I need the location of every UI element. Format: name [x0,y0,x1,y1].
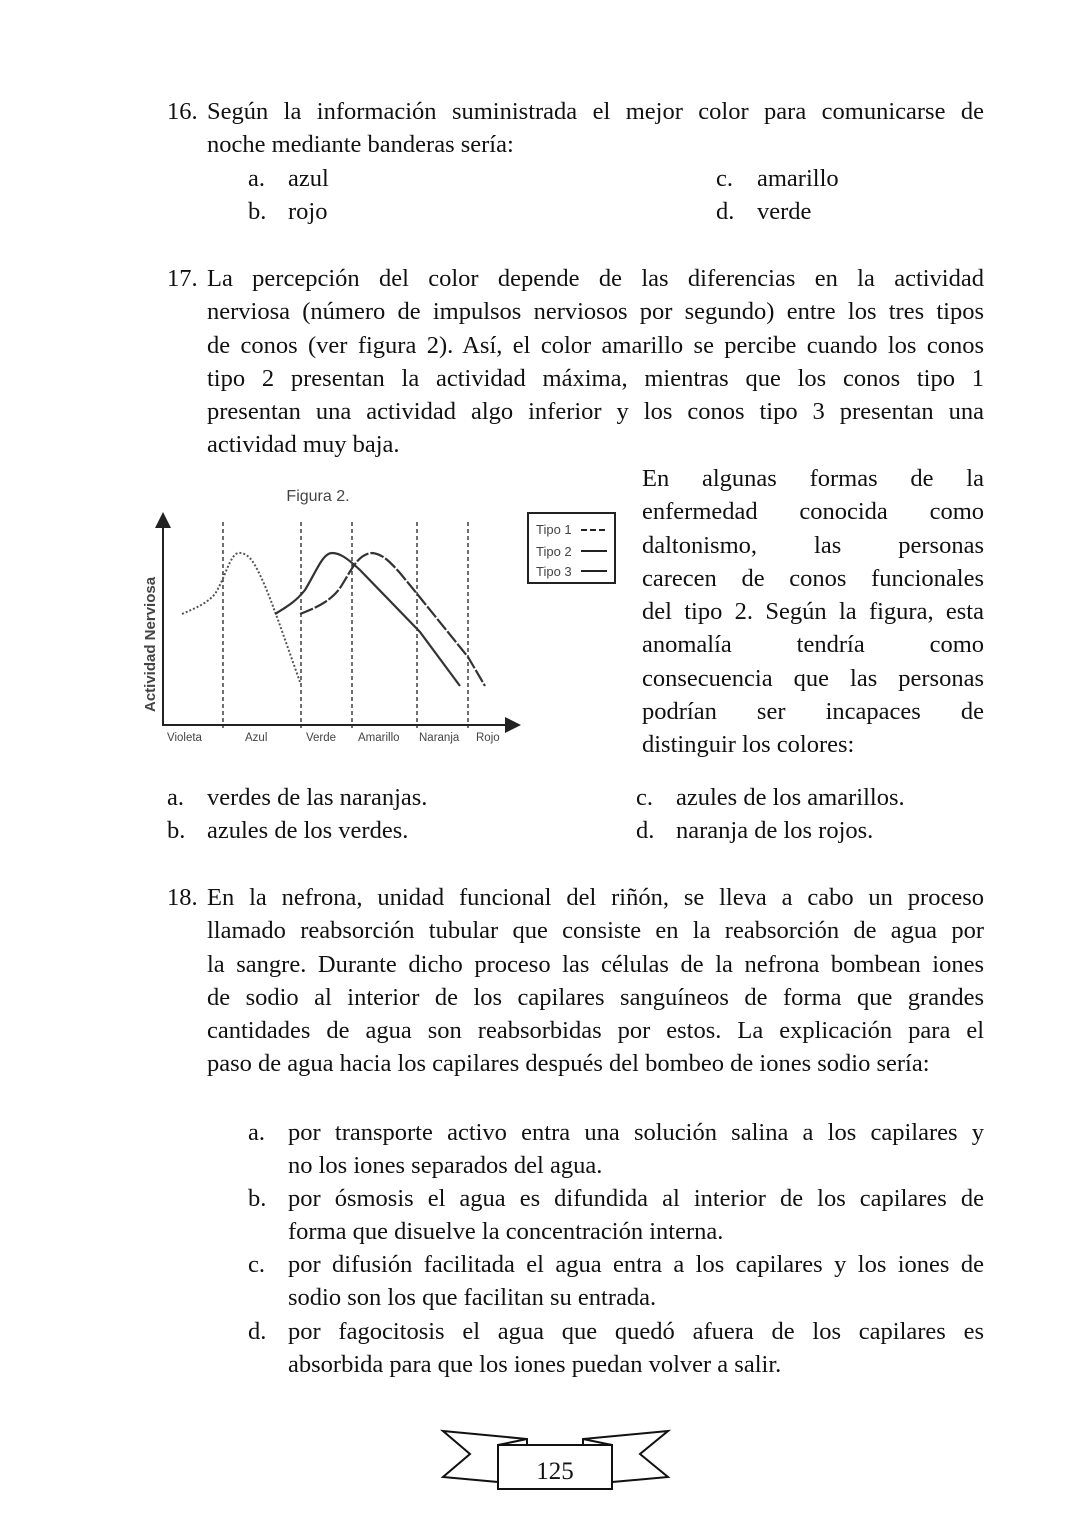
text-line: daltonismo, las personas [642,531,984,559]
curve-tipo-3 [300,553,485,686]
text-line: En algunas formas de la [642,465,984,492]
page-number: 125 [536,1458,574,1485]
x-tick-amarillo: Amarillo [358,732,400,744]
option-letter: c. [716,165,733,192]
question-16-number: 16. [167,98,198,125]
text-line: actividad muy baja. [207,431,400,459]
option-letter: c. [636,784,653,811]
q18-option-a-letter: a. [248,1119,265,1146]
text-line: La percepción del color depende de las diferencias en la actividad [207,265,984,292]
question-17-number: 17. [167,265,198,292]
text-line: absorbida para que los iones puedan volver a salir. [288,1351,782,1379]
x-tick-violeta: Violeta [167,732,202,744]
legend-tipo-1: Tipo 1 [536,522,572,537]
divider-lines [223,522,468,728]
text-line: forma que disuelve la concentración interna. [288,1218,724,1246]
option-text: azules de los amarillos. [676,784,905,811]
text-line: la sangre. Durante dicho proceso las células de la nefrona bombean iones [207,950,984,978]
text-line: sodio son los que facilitan su entrada. [288,1284,657,1312]
legend [528,513,615,583]
option-text: azules de los verdes. [207,817,409,844]
text-line: de sodio al interior de los capilares sanguíneos de forma que grandes [207,983,984,1011]
option-text: rojo [288,198,328,225]
q18-option-d-letter: d. [248,1318,267,1345]
q18-option-a [288,1116,984,1183]
q18-option-b-letter: b. [248,1185,267,1212]
option-letter: b. [248,198,267,225]
y-axis-label: Actividad Nerviosa [142,576,159,712]
text-line: por transporte activo entra una solución salina a los capilares y [288,1119,984,1146]
text-line: distinguir los colores: [642,731,855,759]
option-letter: b. [167,817,186,844]
question-17-text [207,262,984,462]
text-line: de conos (ver figura 2). Así, el color amarillo se percibe cuando los conos [207,331,984,359]
x-tick-rojo: Rojo [476,732,500,744]
text-line: por fagocitosis el agua que quedó afuera de los capilares es [288,1318,984,1345]
text-line: paso de agua hacia los capilares después del bombeo de iones sodio sería: [207,1050,930,1078]
option-text: naranja de los rojos. [676,817,874,844]
option-text: azul [288,165,329,192]
option-text: amarillo [757,165,839,192]
q18-option-d [288,1315,984,1382]
option-text: verdes de las naranjas. [207,784,428,811]
text-line: nerviosa (número de impulsos nerviosos por segundo) entre los tres tipos [207,298,984,326]
text-line: presentan una actividad algo inferior y los conos tipo 3 presentan una [207,398,984,426]
text-line: noche mediante banderas sería: [207,131,514,159]
option-letter: d. [716,198,735,225]
text-line: por ósmosis el agua es difundida al interior de los capilares de [288,1185,984,1212]
option-letter: d. [636,817,655,844]
question-18-number: 18. [167,884,198,911]
figure-2 [135,470,625,760]
curve-tipo-1 [182,553,300,682]
question-18-text [207,881,984,1081]
text-line: carecen de conos funcionales [642,564,984,592]
text-line: anomalía tendría como [642,631,984,659]
curve-tipo-2 [275,553,460,686]
q18-option-c [288,1248,984,1315]
legend-tipo-2: Tipo 2 [536,544,572,559]
text-line: En la nefrona, unidad funcional del riñón, se lleva a cabo un proceso [207,884,984,911]
text-line: llamado reabsorción tubular que consiste en la reabsorción de agua por [207,917,984,945]
text-line: del tipo 2. Según la figura, esta [642,598,984,626]
legend-tipo-3: Tipo 3 [536,564,572,579]
option-letter: a. [248,165,265,192]
option-text: verde [757,198,812,225]
x-tick-verde: Verde [306,732,337,744]
text-line: por difusión facilitada el agua entra a los capilares y los iones de [288,1251,984,1278]
question-16-text [207,95,984,162]
figure-title: Figura 2. [286,488,350,505]
option-letter: a. [167,784,184,811]
x-tick-naranja: Naranja [419,732,460,744]
q18-option-b [288,1182,984,1249]
question-17-side-text [642,462,984,762]
x-tick-azul: Azul [245,732,268,744]
text-line: consecuencia que las personas [642,664,984,692]
text-line: enfermedad conocida como [642,498,984,526]
text-line: cantidades de agua son reabsorbidas por estos. La explicación para el [207,1017,984,1045]
text-line: no los iones separados del agua. [288,1152,603,1180]
q18-option-c-letter: c. [248,1251,265,1278]
text-line: podrían ser incapaces de [642,698,984,726]
text-line: Según la información suministrada el mejor color para comunicarse de [207,98,984,125]
text-line: tipo 2 presentan la actividad máxima, mientras que los conos tipo 1 [207,364,984,392]
page-number-banner [430,1420,680,1500]
